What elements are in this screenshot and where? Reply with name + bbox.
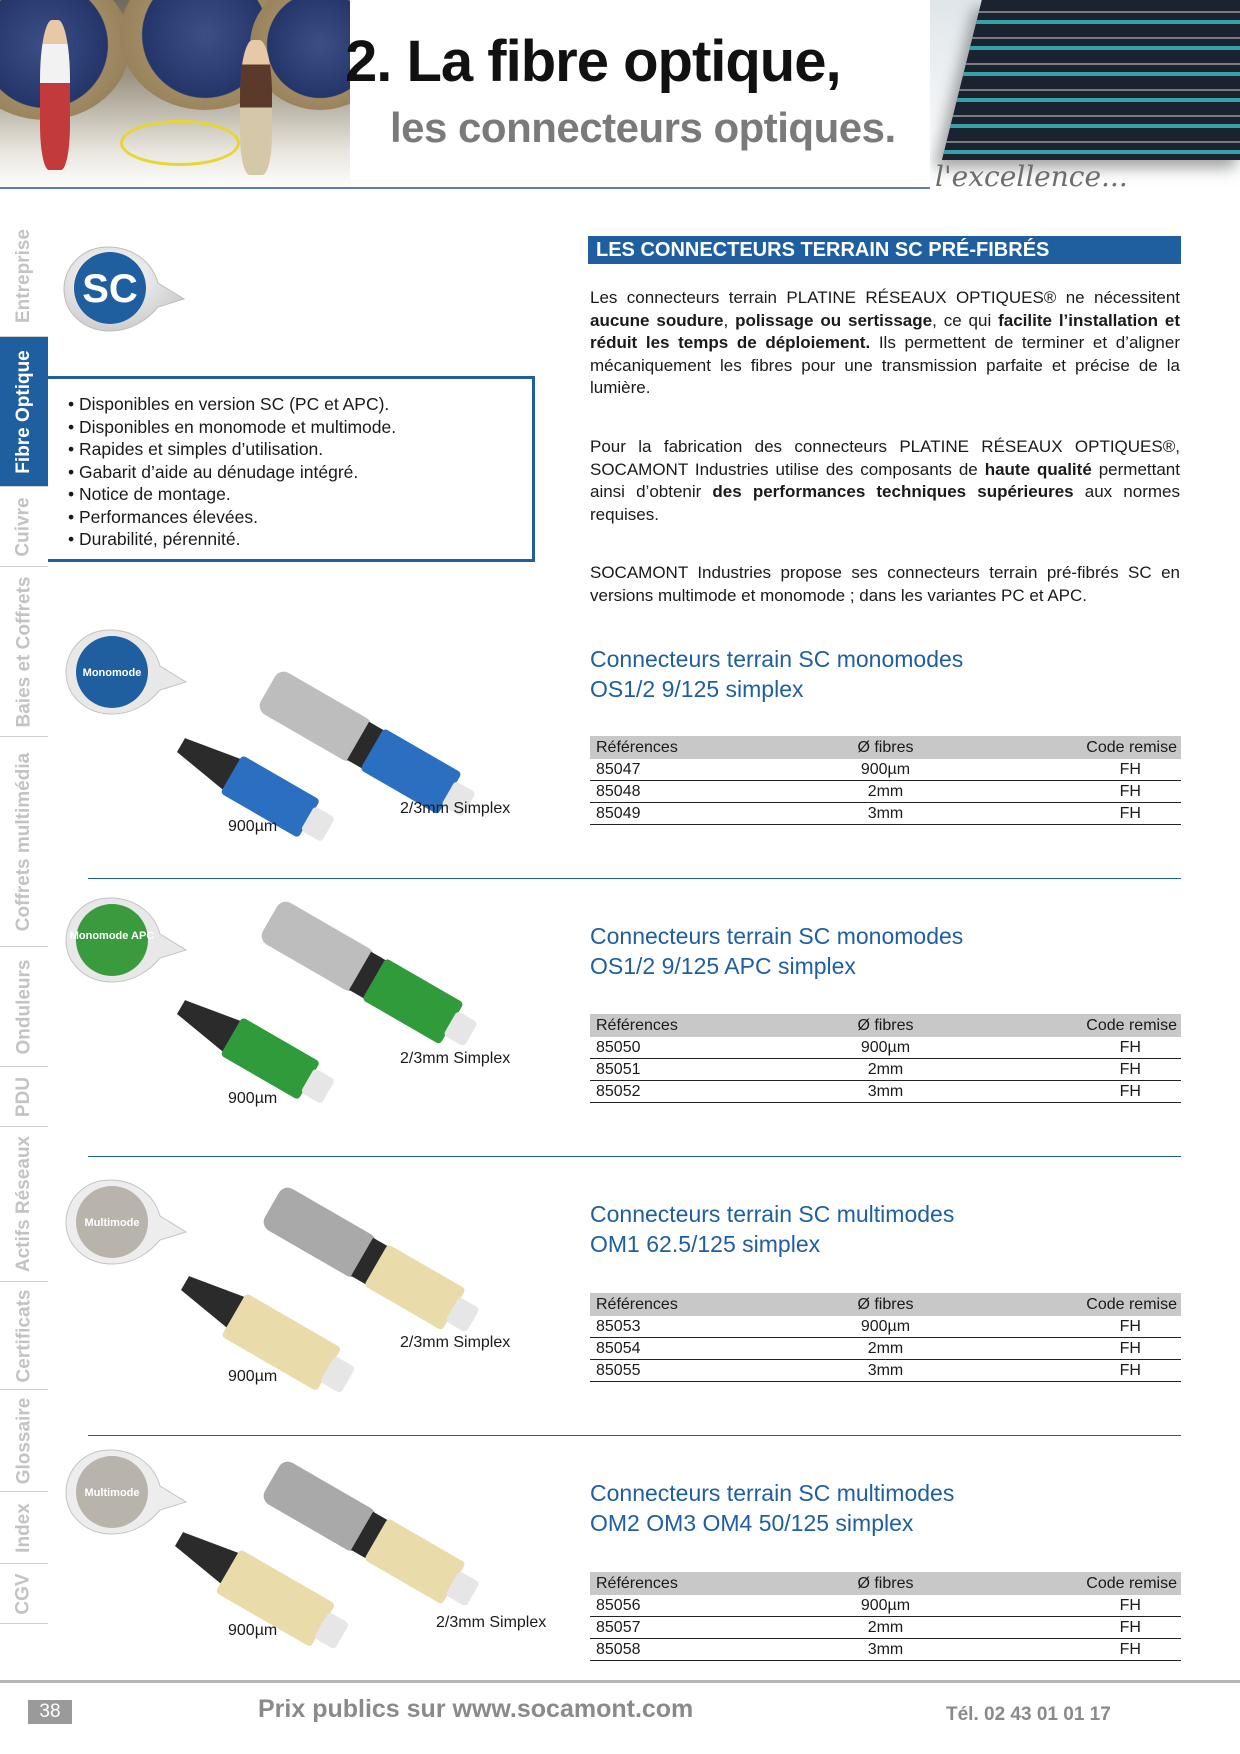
tab-label: Index (13, 1502, 34, 1553)
footer-phone: Tél. 02 43 01 01 17 (946, 1704, 1111, 1725)
svg-text:Monomode: Monomode (82, 667, 142, 679)
tab-label: Cuivre (13, 496, 35, 557)
table-header: Références Ø fibres Code remise (590, 1014, 1181, 1037)
tab-label: Glossaire (13, 1397, 35, 1484)
product-title: Connecteurs terrain SC multimodes OM1 62.5/125 simplex (590, 1201, 955, 1257)
product-title: Connecteurs terrain SC monomodes OS1/2 9/125 APC simplex (590, 923, 964, 979)
caption-simplex: 2/3mm Simplex (400, 1050, 511, 1067)
tab-coffrets-multimedia[interactable] (0, 737, 48, 947)
header-tagline: l'excellence... (935, 160, 1128, 193)
table-row: 85050 900µm FH (590, 1037, 1181, 1059)
table-row: 85052 3mm FH (590, 1081, 1181, 1103)
svg-text:Multimode: Multimode (84, 1217, 140, 1229)
feature-item: • Performances élevées. (68, 506, 532, 529)
tab-cgv[interactable] (0, 1564, 48, 1624)
tab-label: Onduleurs (13, 958, 35, 1055)
feature-item: • Rapides et simples d’utilisation. (68, 438, 532, 461)
product-badge (66, 630, 186, 714)
section-divider (88, 878, 1181, 879)
tab-onduleurs[interactable] (0, 947, 48, 1067)
tab-entreprise[interactable] (0, 215, 48, 337)
features-box (48, 376, 535, 562)
reference-table (590, 1572, 1181, 1661)
svg-text:Monomode APC: Monomode APC (69, 930, 155, 942)
tab-label: Coffrets multimédia (13, 752, 35, 931)
reference-table (590, 1014, 1181, 1103)
tab-glossaire[interactable] (0, 1390, 48, 1492)
table-row: 85056 900µm FH (590, 1595, 1181, 1617)
section-divider (88, 1156, 1181, 1157)
product-title: Connecteurs terrain SC monomodes OS1/2 9/125 simplex (590, 646, 964, 702)
feature-item: • Disponibles en version SC (PC et APC). (68, 393, 532, 416)
table-row: 85057 2mm FH (590, 1617, 1181, 1639)
caption-900um: 900µm (228, 1622, 278, 1639)
table-row: 85051 2mm FH (590, 1059, 1181, 1081)
feature-item: • Gabarit d’aide au dénudage intégré. (68, 461, 532, 484)
chapter-tabs (0, 215, 48, 1615)
feature-item: • Notice de montage. (68, 483, 532, 506)
table-row: 85053 900µm FH (590, 1316, 1181, 1338)
tab-label: Fibre Optique (13, 349, 34, 474)
badge-text: SC (82, 267, 138, 311)
table-header: Références Ø fibres Code remise (590, 736, 1181, 759)
tab-fibre-optique[interactable] (0, 337, 48, 487)
tab-label: Entreprise (13, 228, 35, 323)
section-divider (88, 1435, 1181, 1436)
caption-900um: 900µm (228, 1090, 278, 1107)
tab-label: Baies et Coffrets (13, 576, 34, 727)
table-row: 85054 2mm FH (590, 1338, 1181, 1360)
table-header: Références Ø fibres Code remise (590, 1293, 1181, 1316)
reference-table (590, 736, 1181, 825)
feature-item: • Durabilité, pérennité. (68, 528, 532, 551)
intro-paragraph-3: SOCAMONT Industries propose ses connecteurs terrain pré-fibrés SC en versions multimode et monomode ; dans les variantes PC et APC. (590, 563, 1180, 605)
table-row: 85047 900µm FH (590, 759, 1181, 781)
header-photo-cable-reels (0, 0, 350, 190)
tab-certificats[interactable] (0, 1282, 48, 1390)
product-image-monomode (62, 628, 582, 858)
table-row: 85058 3mm FH (590, 1639, 1181, 1661)
svg-text:Multimode: Multimode (84, 1487, 140, 1499)
header-rule (0, 187, 930, 189)
page-subtitle: les connecteurs optiques. (390, 104, 896, 151)
caption-simplex: 2/3mm Simplex (436, 1614, 547, 1631)
tab-baies-et-coffrets[interactable] (0, 567, 48, 737)
caption-simplex: 2/3mm Simplex (400, 1334, 511, 1351)
table-header: Références Ø fibres Code remise (590, 1572, 1181, 1595)
page-number: 38 (28, 1700, 72, 1724)
connector-large (258, 898, 483, 1056)
tab-label: PDU (13, 1076, 34, 1117)
table-row: 85055 3mm FH (590, 1360, 1181, 1382)
tab-actifs-reseaux[interactable] (0, 1127, 48, 1282)
connector-illustration (62, 628, 582, 858)
product-title: Connecteurs terrain SC multimodes OM2 OM3 OM4 50/125 simplex (590, 1480, 955, 1536)
footer-rule (0, 1680, 1240, 1683)
connector-large (260, 1184, 485, 1342)
tab-label: Certificats (13, 1289, 35, 1382)
section-heading: LES CONNECTEURS TERRAIN SC PRÉ-FIBRÉS (588, 236, 1181, 264)
intro-paragraph-2: Pour la fabrication des connecteurs PLATINE RÉSEAUX OPTIQUES®, SOCAMONT Industries utilise des composants de haute qualité permettant ainsi d’obtenir des performances techniques supérieures aux normes requises. (590, 437, 1180, 524)
caption-900um: 900µm (228, 818, 278, 835)
tab-cuivre[interactable] (0, 487, 48, 567)
intro-paragraph-1: Les connecteurs terrain PLATINE RÉSEAUX OPTIQUES® ne nécessitent aucune soudure, polissage ou sertissage, ce qui facilite l’installation et réduit les temps de déploiement. Ils permettent de terminer et d’aligner mécaniquement les fibres pour une transmission parfaite et précise de la lumière. (590, 288, 1180, 397)
product-badge (66, 898, 186, 982)
footer-website[interactable]: Prix publics sur www.socamont.com (258, 1695, 694, 1723)
connector-illustration (62, 1448, 582, 1678)
tab-index[interactable] (0, 1492, 48, 1564)
product-image-multimode-om1 (62, 1178, 582, 1408)
product-badge (66, 1450, 186, 1534)
table-row: 85048 2mm FH (590, 781, 1181, 803)
features-list (48, 379, 532, 551)
product-image-multimode-om2-om4 (62, 1448, 582, 1678)
table-row: 85049 3mm FH (590, 803, 1181, 825)
reference-table (590, 1293, 1181, 1382)
tab-pdu[interactable] (0, 1067, 48, 1127)
tab-label: CGV (13, 1572, 34, 1615)
caption-900um: 900µm (228, 1368, 278, 1385)
product-badge (66, 1180, 186, 1264)
page-header (0, 0, 1240, 210)
connector-illustration (62, 896, 582, 1126)
feature-item: • Disponibles en monomode et multimode. (68, 416, 532, 439)
page-title: 2. La fibre optique, (345, 29, 841, 94)
sc-connector-badge (62, 243, 186, 335)
product-image-monomode-apc (62, 896, 582, 1126)
tab-label: Actifs Réseaux (13, 1135, 35, 1273)
caption-simplex: 2/3mm Simplex (400, 800, 511, 817)
connector-illustration (62, 1178, 582, 1408)
